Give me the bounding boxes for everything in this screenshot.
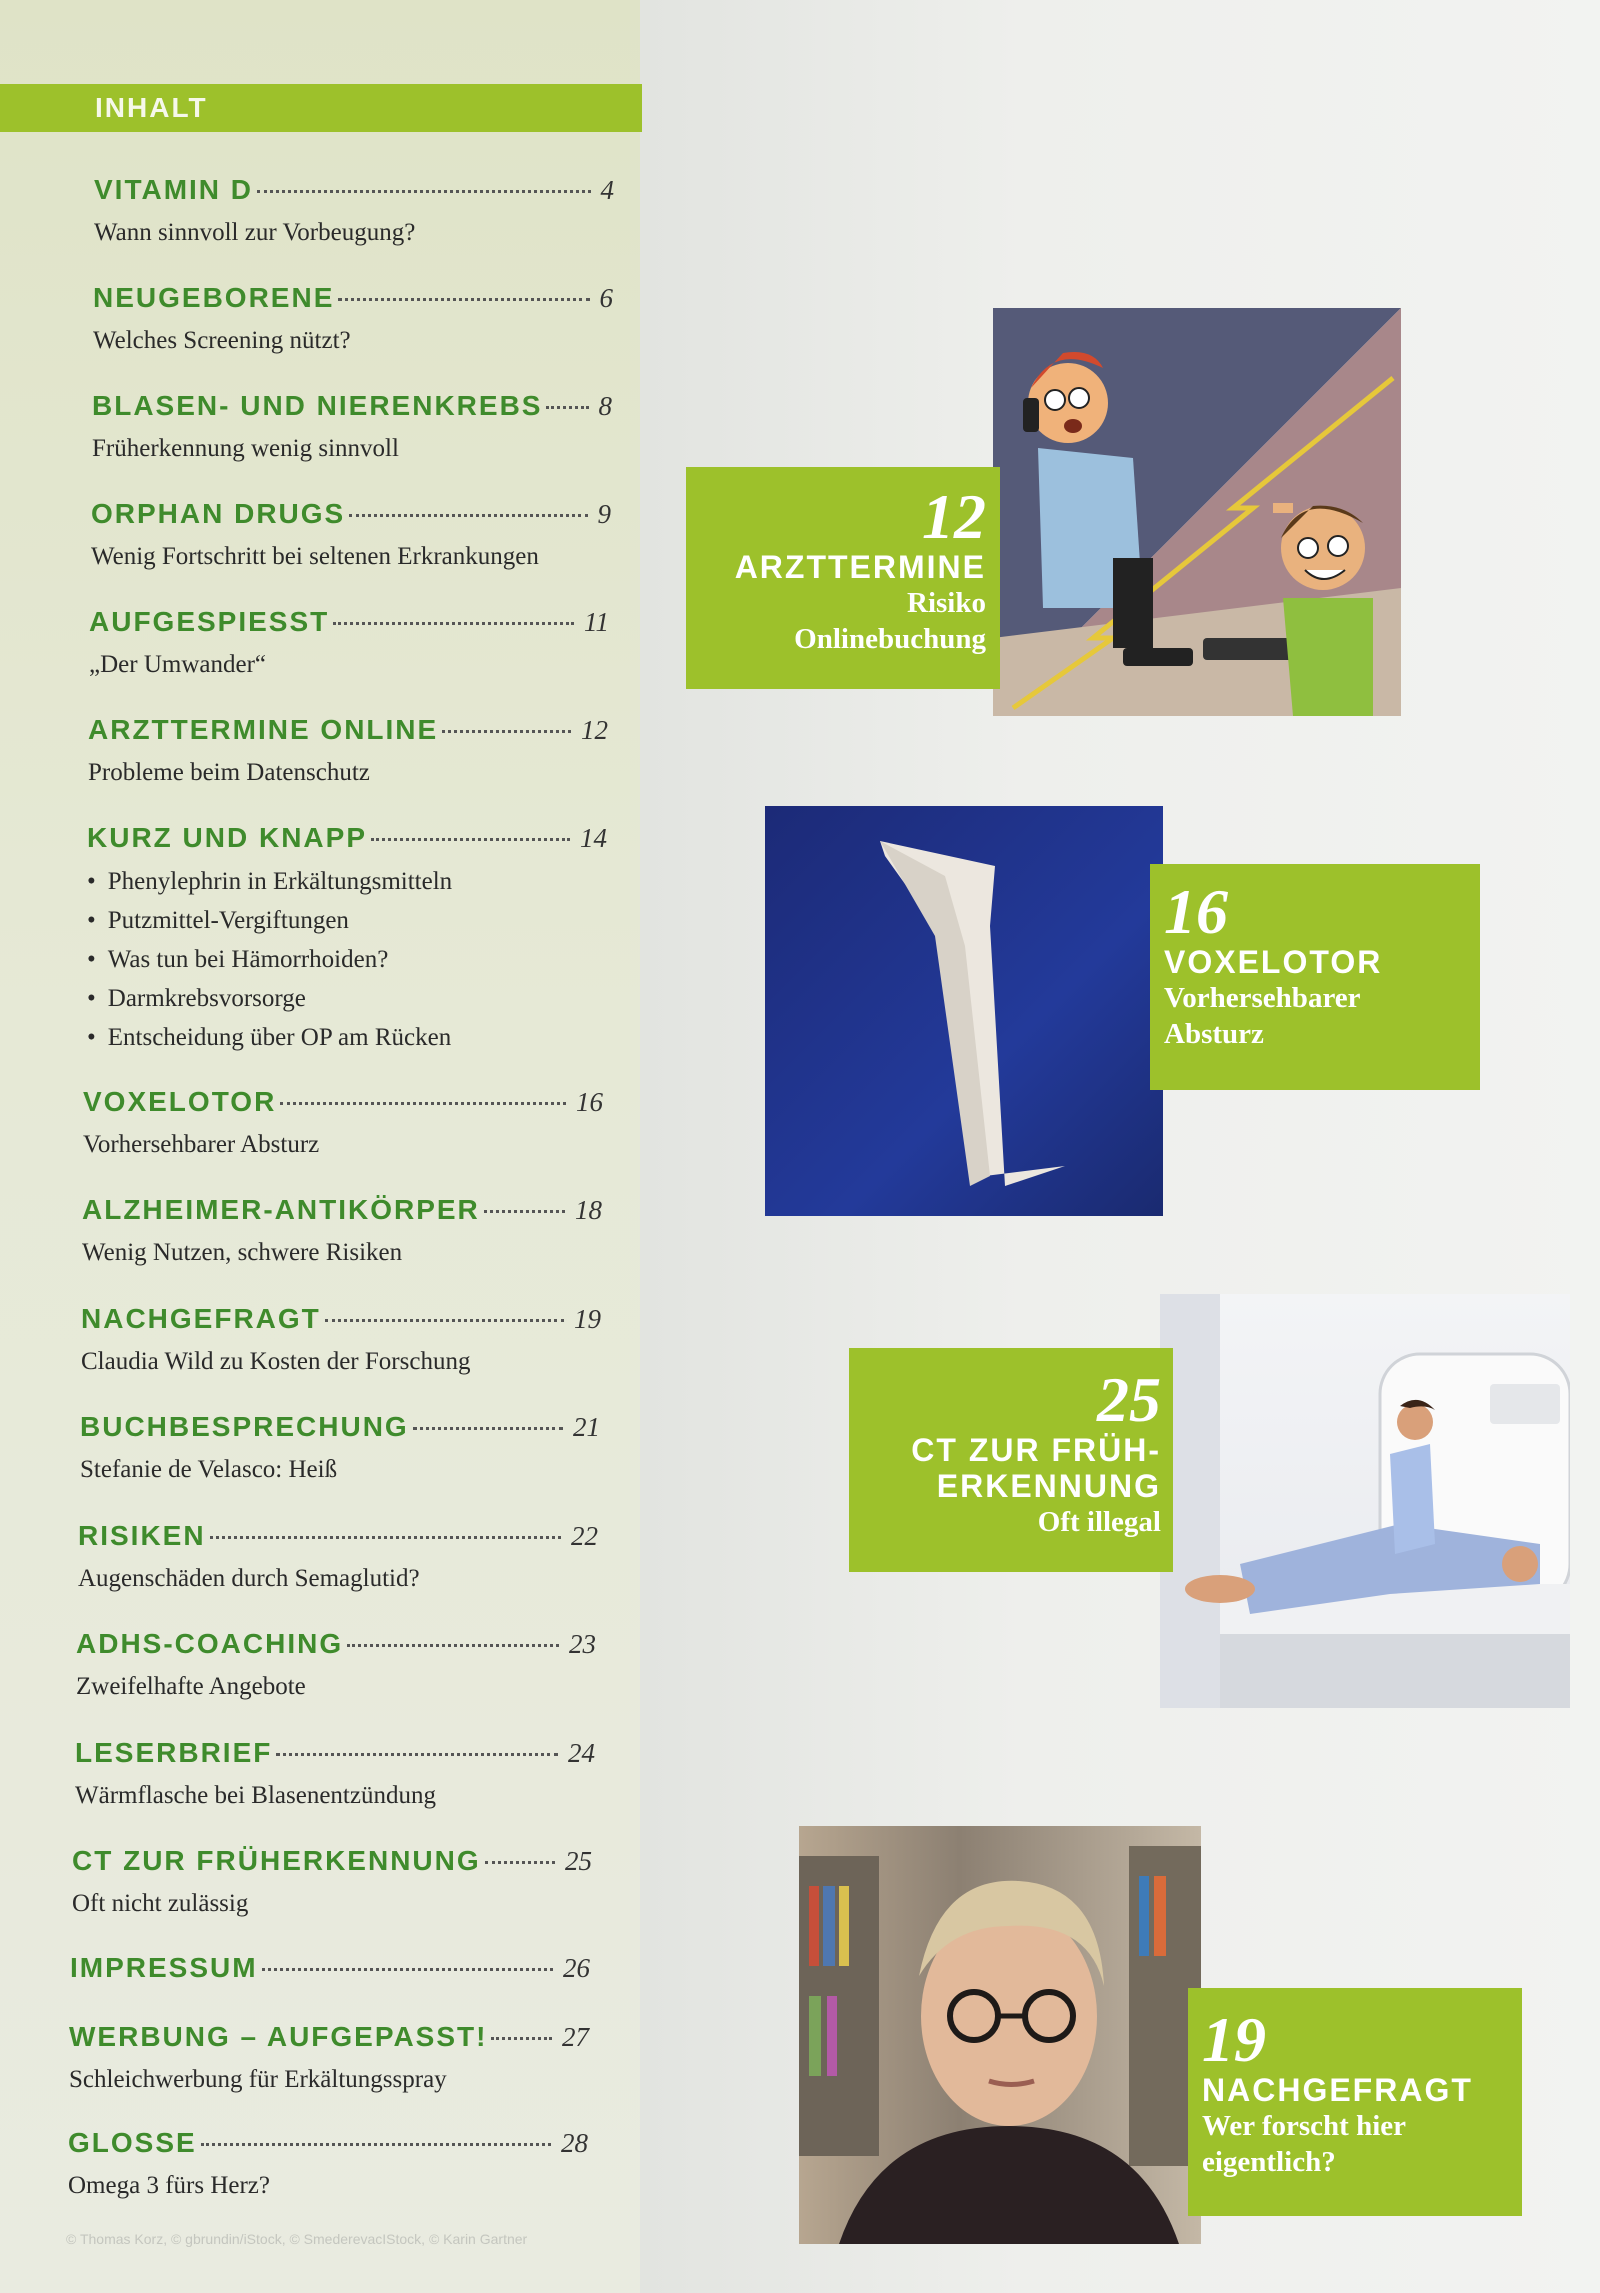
- leader-dots: [485, 1861, 555, 1864]
- toc-entry[interactable]: [75, 1737, 595, 1815]
- toc-page-number: 4: [600, 175, 614, 205]
- toc-entry-subtitle: Oft nicht zulässig: [72, 1890, 249, 1917]
- toc-entry[interactable]: [94, 174, 614, 252]
- leader-dots: [491, 2037, 552, 2040]
- ct-scanner-illustration: [1160, 1294, 1570, 1708]
- feature-callout[interactable]: [686, 467, 1000, 689]
- feature-subtitle: Vorhersehbarer: [1164, 982, 1361, 1014]
- feature-subtitle: Oft illegal: [1037, 1506, 1161, 1538]
- feature-page-number: 16: [1164, 876, 1228, 947]
- toc-entry-subtitle: Augenschäden durch Semaglutid?: [78, 1565, 420, 1592]
- toc-page-number: 22: [571, 1521, 598, 1551]
- feature-subtitle: Wer forscht hier: [1202, 2110, 1407, 2142]
- toc-page-number: 19: [574, 1304, 601, 1334]
- toc-entry[interactable]: [80, 1411, 600, 1489]
- toc-entry[interactable]: [70, 1952, 590, 1992]
- toc-page-number: 25: [565, 1846, 592, 1876]
- feature-page-number: 12: [922, 481, 986, 552]
- toc-entry[interactable]: [68, 2127, 588, 2205]
- toc-entry-subtitle: Vorhersehbarer Absturz: [83, 1131, 320, 1158]
- portrait-illustration: [799, 1826, 1201, 2244]
- toc-entry-title: ADHS-COACHING: [76, 1628, 344, 1659]
- toc-entry-subtitle: Wenig Fortschritt bei seltenen Erkrankungen: [91, 543, 539, 570]
- toc-page-number: 24: [568, 1738, 595, 1768]
- toc-entry-title: AUFGESPIESST: [89, 606, 330, 637]
- toc-entry-title: VOXELOTOR: [83, 1086, 277, 1117]
- toc-entry-subtitle: Früherkennung wenig sinnvoll: [92, 435, 399, 462]
- crashed-paper-plane-image[interactable]: [765, 806, 1163, 1216]
- toc-entry[interactable]: [88, 714, 608, 792]
- toc-entry[interactable]: [69, 2021, 589, 2099]
- toc-page-number: 16: [576, 1087, 603, 1117]
- feature-subtitle: Absturz: [1164, 1018, 1264, 1050]
- toc-page-number: 14: [580, 823, 607, 853]
- leader-dots: [484, 1210, 565, 1213]
- feature-subtitle: Onlinebuchung: [794, 623, 986, 655]
- leader-dots: [257, 190, 590, 193]
- feature-callout[interactable]: [1150, 864, 1480, 1090]
- toc-page-number: 11: [584, 607, 609, 637]
- photo-credits: © Thomas Korz, © gbrundin/iStock, © SmederevacIStock, © Karin Gartner: [66, 2231, 528, 2247]
- toc-entry-title: GLOSSE: [68, 2127, 197, 2158]
- toc-page-number: 18: [575, 1195, 602, 1225]
- leader-dots: [333, 622, 574, 625]
- toc-entry[interactable]: [78, 1520, 598, 1598]
- toc-page-number: 12: [581, 715, 608, 745]
- toc-entry-title: CT ZUR FRÜHERKENNUNG: [72, 1845, 481, 1876]
- toc-page-number: 26: [563, 1953, 590, 1983]
- leader-dots: [546, 406, 588, 409]
- leader-dots: [201, 2143, 551, 2146]
- toc-page-number: 23: [569, 1629, 596, 1659]
- feature-callout[interactable]: [849, 1348, 1173, 1572]
- toc-entry-subtitle: Wann sinnvoll zur Vorbeugung?: [94, 219, 416, 246]
- toc-entry-subtitle: Claudia Wild zu Kosten der Forschung: [81, 1348, 471, 1375]
- toc-bullet-item: • Phenylephrin in Erkältungsmitteln: [87, 862, 607, 901]
- feature-title: NACHGEFRAGT: [1202, 2072, 1473, 2108]
- toc-entry[interactable]: [83, 1086, 603, 1164]
- leader-dots: [262, 1968, 553, 1971]
- toc-entry-title: ORPHAN DRUGS: [91, 498, 346, 529]
- feature-title: VOXELOTOR: [1164, 944, 1383, 980]
- feature-page-number: 25: [1097, 1364, 1161, 1435]
- toc-entry-title: KURZ UND KNAPP: [87, 822, 367, 853]
- portrait-woman-library-image[interactable]: [799, 1826, 1201, 2244]
- leader-dots: [280, 1102, 566, 1105]
- toc-entry-subtitle: Wärmflasche bei Blasenentzündung: [75, 1782, 436, 1809]
- toc-entry[interactable]: [91, 498, 611, 576]
- toc-header-bar: [0, 84, 642, 132]
- feature-page-number: 19: [1202, 2004, 1266, 2075]
- toc-bullet-list: [87, 862, 607, 1057]
- toc-entry[interactable]: [76, 1628, 596, 1706]
- leader-dots: [210, 1536, 561, 1539]
- ct-scanner-patient-image[interactable]: [1160, 1294, 1570, 1708]
- toc-entry-subtitle: Schleichwerbung für Erkältungsspray: [69, 2066, 447, 2093]
- toc-entry-title: BUCHBESPRECHUNG: [80, 1411, 409, 1442]
- toc-entry[interactable]: [82, 1194, 602, 1272]
- toc-entry-title: IMPRESSUM: [70, 1952, 258, 1983]
- feature-callout[interactable]: [1188, 1988, 1522, 2216]
- toc-entry[interactable]: [92, 390, 612, 468]
- toc-entry[interactable]: [93, 282, 613, 360]
- leader-dots: [338, 298, 589, 301]
- toc-entry[interactable]: [81, 1303, 601, 1381]
- toc-page-number: 6: [599, 283, 613, 313]
- toc-entry-title: WERBUNG – AUFGEPASST!: [69, 2021, 488, 2052]
- toc-entry-title: BLASEN- UND NIERENKREBS: [92, 390, 543, 421]
- feature-subtitle: Risiko: [907, 587, 986, 619]
- toc-entry[interactable]: [87, 822, 607, 1057]
- cartoon-phone-computer-image[interactable]: [993, 308, 1401, 716]
- toc-header-label: INHALT: [95, 92, 208, 123]
- paper-plane-illustration: [765, 806, 1163, 1216]
- feature-title: ARZTTERMINE: [734, 549, 986, 585]
- toc-entry-subtitle: Stefanie de Velasco: Heiß: [80, 1456, 338, 1483]
- toc-entry-title: ARZTTERMINE ONLINE: [88, 714, 439, 745]
- leader-dots: [276, 1753, 558, 1756]
- toc-bullet-item: • Entscheidung über OP am Rücken: [87, 1018, 607, 1057]
- toc-entry-subtitle: Probleme beim Datenschutz: [88, 759, 370, 786]
- leader-dots: [442, 730, 571, 733]
- leader-dots: [371, 838, 570, 841]
- toc-page-number: 9: [597, 499, 611, 529]
- toc-entry-subtitle: „Der Umwander“: [89, 651, 266, 678]
- toc-entry-subtitle: Zweifelhafte Angebote: [76, 1673, 306, 1700]
- toc-entry[interactable]: [89, 606, 609, 684]
- feature-subtitle: eigentlich?: [1202, 2146, 1336, 2178]
- toc-bullet-item: • Putzmittel-Vergiftungen: [87, 901, 607, 940]
- feature-title: ERKENNUNG: [936, 1468, 1161, 1504]
- toc-bullet-item: • Was tun bei Hämorrhoiden?: [87, 940, 607, 979]
- toc-entry-title: LESERBRIEF: [75, 1737, 273, 1768]
- toc-page-number: 8: [598, 391, 612, 421]
- toc-entry-title: VITAMIN D: [94, 174, 254, 205]
- feature-title: CT ZUR FRÜH-: [911, 1432, 1161, 1468]
- leader-dots: [413, 1427, 563, 1430]
- toc-entry-subtitle: Wenig Nutzen, schwere Risiken: [82, 1239, 403, 1266]
- leader-dots: [325, 1319, 564, 1322]
- toc-entry-title: RISIKEN: [78, 1520, 206, 1551]
- toc-bullet-item: • Darmkrebsvorsorge: [87, 979, 607, 1018]
- toc-page-number: 21: [573, 1412, 600, 1442]
- toc-entry-title: NACHGEFRAGT: [81, 1303, 321, 1334]
- toc-entry-subtitle: Welches Screening nützt?: [93, 327, 351, 354]
- toc-entry-title: ALZHEIMER-ANTIKÖRPER: [82, 1194, 480, 1225]
- leader-dots: [349, 514, 587, 517]
- toc-entry-subtitle: Omega 3 fürs Herz?: [68, 2172, 270, 2199]
- toc-page-number: 28: [561, 2128, 588, 2158]
- toc-entry-title: NEUGEBORENE: [93, 282, 335, 313]
- cartoon-illustration: [993, 308, 1401, 716]
- leader-dots: [347, 1644, 559, 1647]
- toc-entry[interactable]: [72, 1845, 592, 1923]
- toc-page-number: 27: [562, 2022, 589, 2052]
